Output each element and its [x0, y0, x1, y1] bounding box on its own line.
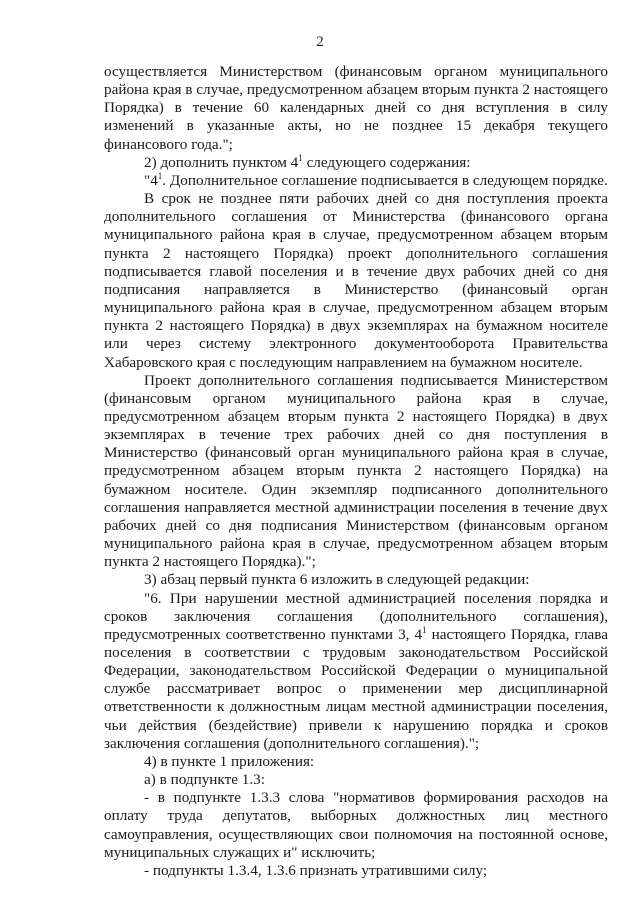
- paragraph-text: - в подпункте 1.3.3 слова "нормативов формирования расходов на оплату труда депутатов, выборных должностных лиц местного самоуправления, осуществляющих свои полномочия на постоянной основе, муниципальных служащих и" исключить;: [104, 789, 608, 861]
- paragraph-text: 4) в пункте 1 приложения:: [144, 752, 315, 770]
- paragraph-text: . Дополнительное соглашение подписывается в следующем порядке.: [162, 171, 608, 189]
- paragraph: [104, 190, 608, 372]
- paragraph: [104, 590, 608, 753]
- document-body: [104, 63, 608, 880]
- paragraph-text: следующего содержания:: [302, 153, 471, 171]
- paragraph-text: "4: [144, 171, 158, 189]
- paragraph: [104, 172, 608, 190]
- paragraph: [104, 154, 608, 172]
- superscript-index: 1: [157, 170, 163, 181]
- paragraph-text: осуществляется Министерством (финансовым органом муниципального района края в случае, предусмотренном абзацем вторым пункта 2 настоящего Порядка) в течение 60 календарных дней со дня вступления в силу изменений в указанные акты, но не позднее 15 декабря текущего финансового года.";: [104, 63, 608, 153]
- paragraph-text: 2) дополнить пунктом 4: [144, 153, 299, 171]
- paragraph: [104, 63, 608, 154]
- paragraph-text: В срок не позднее пяти рабочих дней со дня поступления проекта дополнительного соглашения от Министерства (финансового органа муниципального района края в случае, предусмотренном абзацем вторым пункта 2 настоящего Порядка) проект дополнительного соглашения подписывается главой поселения и в течение двух рабочих дней со дня подписания направляется в Министерство (финансовый орган муниципального района края в случае, предусмотренном абзацем вторым пункта 2 настоящего Порядка) в двух экземплярах на бумажном носителе или через систему электронного документооборота Правительства Хабаровского края с последующим направлением на бумажном носителе.: [104, 190, 608, 371]
- paragraph: [104, 789, 608, 862]
- superscript-index: 1: [298, 152, 303, 163]
- paragraph-text: Проект дополнительного соглашения подписывается Министерством (финансовым органом муниципального района края в случае, предусмотренном абзацем вторым пункта 2 настоящего Порядка) в двух экземплярах в течение трех рабочих дней со дня поступления в Министерство (финансовый орган муниципального района края в случае, предусмотренном абзацем вторым пункта 2 настоящего Порядка) на бумажном носителе. Один экземпляр подписанного дополнительного соглашения направляется местной администрации поселения в течение двух рабочих дней со дня подписания Министерством (финансовым органом муниципального района края в случае, предусмотренном абзацем вторым пункта 2 настоящего Порядка).";: [104, 371, 608, 571]
- paragraph-text: - подпункты 1.3.4, 1.3.6 признать утратившими силу;: [144, 861, 488, 879]
- paragraph-text: а) в подпункте 1.3:: [144, 771, 265, 789]
- paragraph-text: "6. При нарушении местной администрацией поселения порядка и сроков заключения соглашения (дополнительного соглашения), предусмотренных соответственно пунктами 3, 4: [104, 589, 608, 643]
- paragraph-text: 3) абзац первый пункта 6 изложить в следующей редакции:: [144, 571, 530, 589]
- paragraph: [104, 372, 608, 572]
- paragraph: [104, 862, 608, 880]
- paragraph: [104, 771, 608, 789]
- paragraph-text: настоящего Порядка, глава поселения в соответствии с трудовым законодательством Российской Федерации, законодательством Российской Федерации о муниципальной службе рассматривает вопрос о применении мер дисциплинарной ответственности к должностным лицам местной администрации поселения, чьи действия (бездействие) привели к нарушению порядка и сроков заключения соглашения (дополнительного соглашения).";: [104, 625, 608, 752]
- superscript-index: 1: [422, 624, 427, 635]
- page-number: 2: [316, 34, 324, 50]
- paragraph: [104, 753, 608, 771]
- paragraph: [104, 571, 608, 589]
